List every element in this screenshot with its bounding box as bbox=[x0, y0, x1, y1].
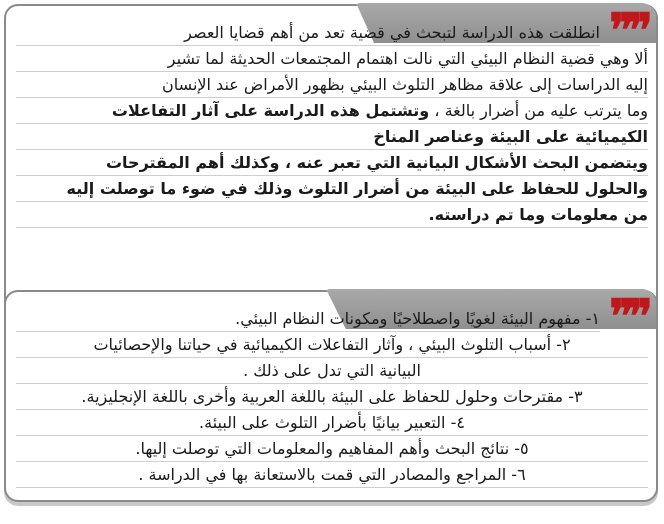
intro-line bbox=[16, 98, 648, 124]
contents-item: ٤- التعبير بيانيًا بأضرار التلوث على البيئة. bbox=[16, 410, 648, 436]
contents-list bbox=[16, 306, 600, 488]
intro-line: انطلقت هذه الدراسة لتبحث في قضية تعد من أهم قضايا العصر bbox=[16, 20, 600, 46]
quote-icon: ❞❞ bbox=[609, 289, 647, 343]
intro-line: من معلومات وما تم دراسته. bbox=[16, 202, 648, 228]
contents-item: ٢- أسباب التلوث البيئي ، وآثار التفاعلات الكيميائية في حياتنا والإحصائيات bbox=[16, 332, 648, 358]
quote-icon: ❞❞ bbox=[609, 3, 647, 57]
intro-line: ألا وهي قضية النظام البيئي التي نالت اهتمام المجتمعات الحديثة لما تشير bbox=[16, 46, 648, 72]
contents-item: ٣- مقترحات وحلول للحفاظ على البيئة باللغة العربية وأخرى باللغة الإنجليزية. bbox=[16, 384, 648, 410]
intro-line: الكيميائية على البيئة وعناصر المناخ bbox=[16, 124, 648, 150]
intro-line: ويتضمن البحث الأشكال البيانية التي تعبر عنه ، وكذلك أهم المقترحات bbox=[16, 150, 648, 176]
contents-item: البيانية التي تدل على ذلك . bbox=[16, 358, 648, 384]
intro-line: والحلول للحفاظ على البيئة من أضرار التلوث وذلك في ضوء ما توصلت إليه bbox=[16, 176, 648, 202]
contents-panel bbox=[4, 290, 658, 502]
contents-item: ١- مفهوم البيئة لغويًا واصطلاحيًا ومكونات النظام البيئي. bbox=[16, 306, 600, 332]
intro-line-regular: وما يترتب عليه من أضرار بالغة ، bbox=[434, 101, 648, 120]
contents-item: ٦- المراجع والمصادر التي قمت بالاستعانة بها في الدراسة . bbox=[16, 462, 648, 488]
contents-item: ٥- نتائج البحث وأهم المفاهيم والمعلومات التي توصلت إليها. bbox=[16, 436, 648, 462]
intro-line: إليه الدراسات إلى علاقة مظاهر التلوث البيئي بظهور الأمراض عند الإنسان bbox=[16, 72, 648, 98]
intro-line-bold: وتشتمل هذه الدراسة على آثار التفاعلات bbox=[111, 101, 430, 120]
intro-text bbox=[16, 20, 648, 228]
